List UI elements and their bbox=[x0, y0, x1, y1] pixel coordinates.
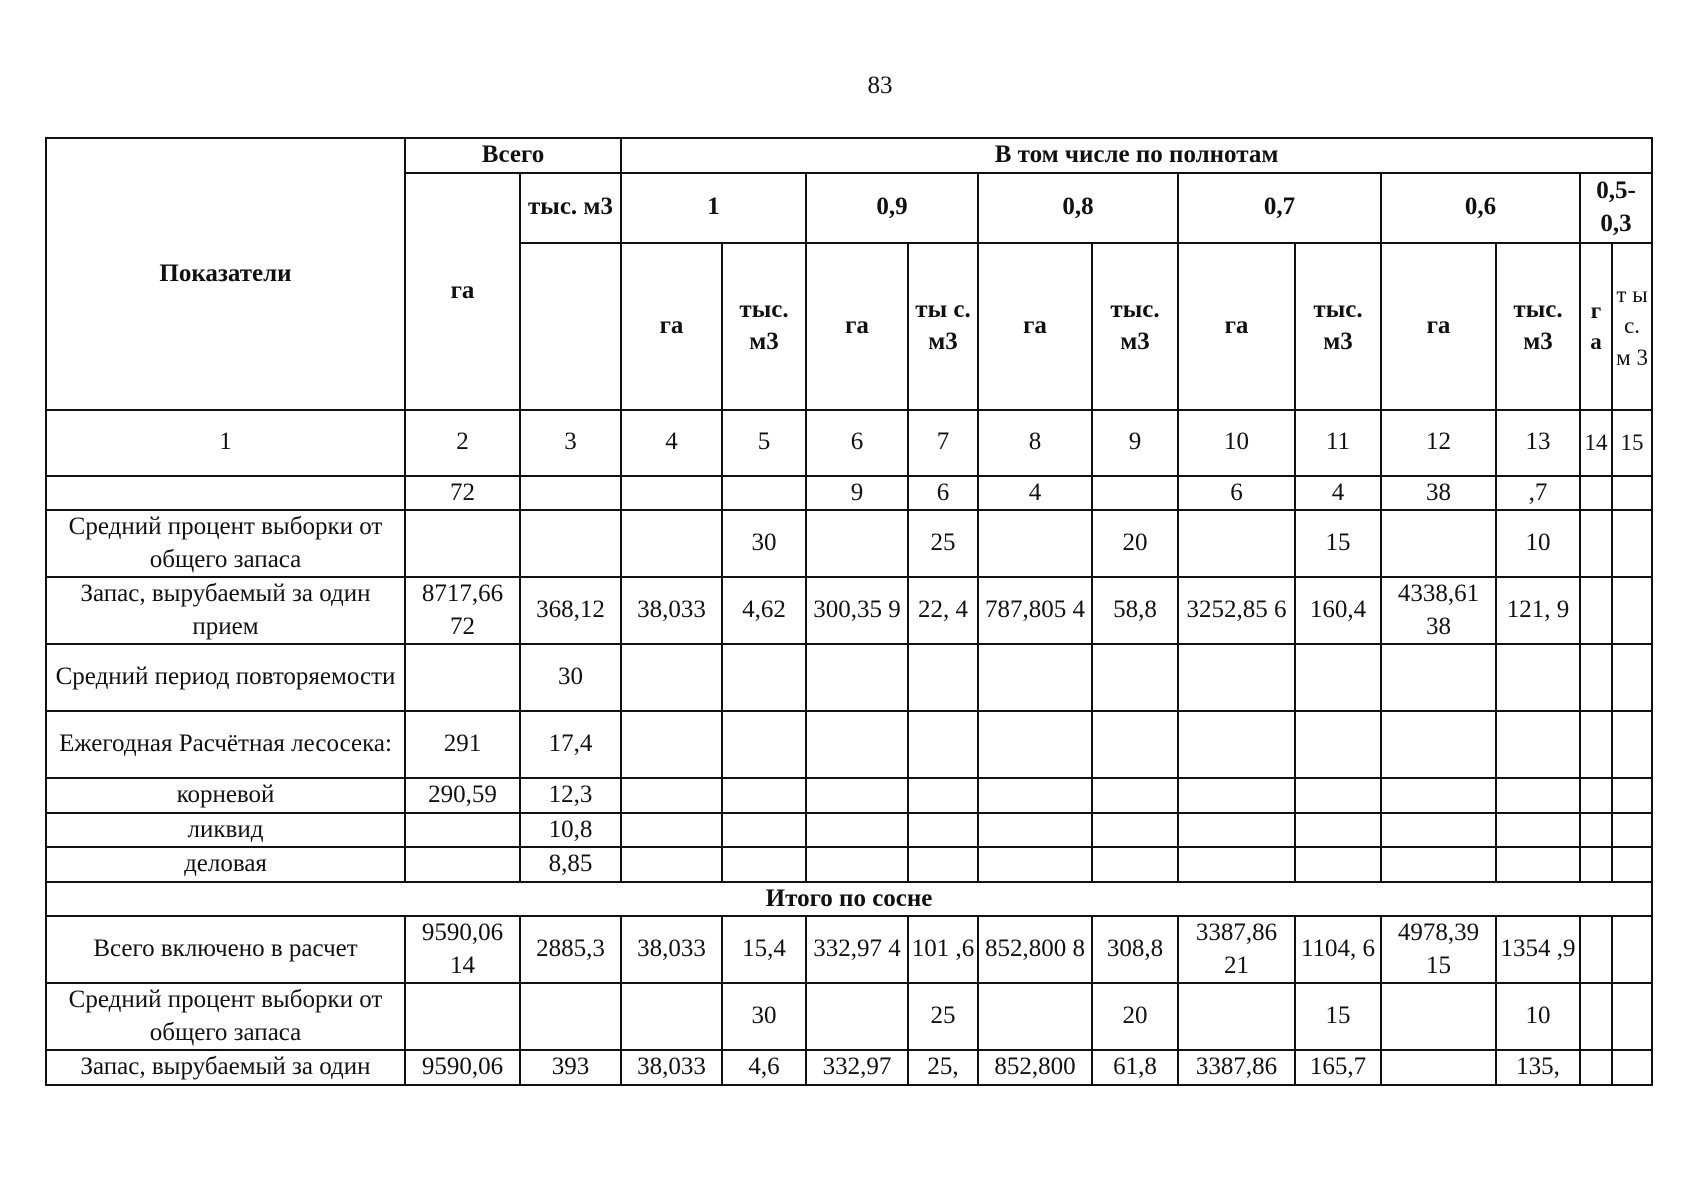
table-row bbox=[46, 577, 1652, 644]
column-number: 12 bbox=[1381, 410, 1496, 476]
table-row bbox=[46, 711, 1652, 778]
unit-ha-12: га bbox=[1381, 243, 1496, 410]
table-cell: 291 bbox=[405, 711, 520, 778]
row-label: Всего включено в расчет bbox=[46, 916, 405, 983]
table-cell bbox=[806, 813, 908, 848]
table-cell bbox=[1092, 476, 1178, 511]
table-cell: 852,800 8 bbox=[978, 916, 1092, 983]
table-cell: 12,3 bbox=[520, 778, 621, 813]
unit-ha-10: га bbox=[1178, 243, 1295, 410]
table-cell bbox=[1496, 711, 1580, 778]
indicators-header: Показатели bbox=[46, 138, 405, 410]
table-cell bbox=[1580, 778, 1612, 813]
table-cell bbox=[722, 778, 806, 813]
table-row bbox=[46, 510, 1652, 577]
column-number: 1 bbox=[46, 410, 405, 476]
unit-thousand-m3-5: тыс. м3 bbox=[722, 243, 806, 410]
table-cell bbox=[621, 644, 722, 711]
table-cell bbox=[1496, 778, 1580, 813]
table-cell bbox=[908, 778, 978, 813]
table-cell: 38,033 bbox=[621, 916, 722, 983]
section-title: Итого по сосне bbox=[46, 882, 1652, 917]
table-cell bbox=[1178, 644, 1295, 711]
table-cell: 38,033 bbox=[621, 577, 722, 644]
section-title-row bbox=[46, 882, 1652, 917]
table-cell bbox=[722, 813, 806, 848]
density-0-7-header: 0,7 bbox=[1178, 173, 1381, 243]
table-cell: 332,97 4 bbox=[806, 916, 908, 983]
table-cell: 2885,3 bbox=[520, 916, 621, 983]
unit-thousand-m3-11: тыс. м3 bbox=[1295, 243, 1381, 410]
density-0-6-header: 0,6 bbox=[1381, 173, 1580, 243]
row-label: ликвид bbox=[46, 813, 405, 848]
table-cell bbox=[405, 847, 520, 882]
table-cell bbox=[621, 711, 722, 778]
table-row bbox=[46, 476, 1652, 511]
table-cell bbox=[1178, 778, 1295, 813]
table-cell: 3252,85 6 bbox=[1178, 577, 1295, 644]
header-row-top bbox=[46, 138, 1652, 173]
unit-ha-14: г а bbox=[1580, 243, 1612, 410]
table-row bbox=[46, 1050, 1652, 1085]
table-cell bbox=[908, 711, 978, 778]
table-cell bbox=[722, 644, 806, 711]
unit-ha-6: га bbox=[806, 243, 908, 410]
table-cell: 1354 ,9 bbox=[1496, 916, 1580, 983]
table-cell: 4 bbox=[1295, 476, 1381, 511]
table-cell: 25 bbox=[908, 510, 978, 577]
column-number: 7 bbox=[908, 410, 978, 476]
table-cell bbox=[722, 847, 806, 882]
table-cell bbox=[1092, 778, 1178, 813]
table-cell: 4978,39 15 bbox=[1381, 916, 1496, 983]
table-cell bbox=[405, 644, 520, 711]
table-cell: 10 bbox=[1496, 983, 1580, 1050]
row-label: Запас, вырубаемый за один прием bbox=[46, 577, 405, 644]
table-cell bbox=[978, 847, 1092, 882]
table-cell bbox=[1092, 813, 1178, 848]
table-cell bbox=[1295, 813, 1381, 848]
table-cell bbox=[621, 778, 722, 813]
table-cell bbox=[1580, 847, 1612, 882]
table-cell bbox=[722, 476, 806, 511]
table-cell bbox=[405, 813, 520, 848]
table-cell bbox=[1496, 644, 1580, 711]
table-cell: 61,8 bbox=[1092, 1050, 1178, 1085]
table-cell: 4,62 bbox=[722, 577, 806, 644]
table-cell bbox=[1580, 644, 1612, 711]
table-cell bbox=[1381, 711, 1496, 778]
density-1-header: 1 bbox=[621, 173, 806, 243]
table-cell bbox=[1295, 847, 1381, 882]
unit-thousand-m3-13: тыс. м3 bbox=[1496, 243, 1580, 410]
unit-thousand-m3-9: тыс. м3 bbox=[1092, 243, 1178, 410]
table-cell: 290,59 bbox=[405, 778, 520, 813]
total-header: Всего bbox=[405, 138, 621, 173]
table-cell bbox=[1612, 847, 1652, 882]
table-cell: 8717,66 72 bbox=[405, 577, 520, 644]
table-row bbox=[46, 983, 1652, 1050]
table-cell bbox=[520, 510, 621, 577]
by-density-header: В том числе по полнотам bbox=[621, 138, 1652, 173]
table-cell: 4,6 bbox=[722, 1050, 806, 1085]
table-cell bbox=[806, 778, 908, 813]
table-cell: ,7 bbox=[1496, 476, 1580, 511]
table-cell bbox=[908, 644, 978, 711]
table-cell bbox=[1612, 577, 1652, 644]
table-cell bbox=[1496, 813, 1580, 848]
density-0-9-header: 0,9 bbox=[806, 173, 978, 243]
table-cell bbox=[405, 510, 520, 577]
table-cell bbox=[621, 510, 722, 577]
column-number: 3 bbox=[520, 410, 621, 476]
table-cell: 20 bbox=[1092, 983, 1178, 1050]
table-cell bbox=[1612, 711, 1652, 778]
row-label bbox=[46, 476, 405, 511]
total-ha-header: га bbox=[405, 173, 520, 410]
table-cell bbox=[806, 983, 908, 1050]
table-cell bbox=[1178, 510, 1295, 577]
table-cell: 72 bbox=[405, 476, 520, 511]
unit-ha-8: га bbox=[978, 243, 1092, 410]
table-cell: 300,35 9 bbox=[806, 577, 908, 644]
table-cell bbox=[1496, 847, 1580, 882]
table-cell bbox=[1580, 983, 1612, 1050]
total-unit-empty bbox=[520, 243, 621, 410]
table-cell: 4338,61 38 bbox=[1381, 577, 1496, 644]
row-label: Средний процент выборки от общего запаса bbox=[46, 983, 405, 1050]
unit-thousand-m3-15: т ы с. м 3 bbox=[1612, 243, 1652, 410]
table-row bbox=[46, 916, 1652, 983]
table-row bbox=[46, 778, 1652, 813]
table-cell bbox=[806, 711, 908, 778]
density-0-5-0-3-header: 0,5-0,3 bbox=[1580, 173, 1652, 243]
density-0-8-header: 0,8 bbox=[978, 173, 1178, 243]
table-cell bbox=[806, 644, 908, 711]
table-cell bbox=[1612, 983, 1652, 1050]
table-cell bbox=[1178, 983, 1295, 1050]
column-number: 15 bbox=[1612, 410, 1652, 476]
column-number: 14 bbox=[1580, 410, 1612, 476]
column-number: 8 bbox=[978, 410, 1092, 476]
table-cell bbox=[1612, 476, 1652, 511]
table-cell bbox=[1580, 577, 1612, 644]
table-cell: 6 bbox=[908, 476, 978, 511]
table-cell bbox=[621, 813, 722, 848]
table-cell: 25 bbox=[908, 983, 978, 1050]
table-cell: 30 bbox=[520, 644, 621, 711]
table-cell: 393 bbox=[520, 1050, 621, 1085]
table-cell: 787,805 4 bbox=[978, 577, 1092, 644]
column-number-row bbox=[46, 410, 1652, 476]
row-label: деловая bbox=[46, 847, 405, 882]
table-cell: 38 bbox=[1381, 476, 1496, 511]
table-cell: 121, 9 bbox=[1496, 577, 1580, 644]
table-cell: 160,4 bbox=[1295, 577, 1381, 644]
table-cell: 9590,06 14 bbox=[405, 916, 520, 983]
table-cell bbox=[978, 711, 1092, 778]
column-number: 6 bbox=[806, 410, 908, 476]
table-cell bbox=[405, 983, 520, 1050]
table-cell bbox=[978, 510, 1092, 577]
table-row bbox=[46, 847, 1652, 882]
table-cell bbox=[1381, 813, 1496, 848]
table-cell bbox=[1092, 847, 1178, 882]
table-cell: 38,033 bbox=[621, 1050, 722, 1085]
table-cell bbox=[1295, 778, 1381, 813]
table-cell bbox=[1092, 711, 1178, 778]
table-cell bbox=[1178, 711, 1295, 778]
row-label: Запас, вырубаемый за один bbox=[46, 1050, 405, 1085]
table-cell bbox=[1580, 476, 1612, 511]
table-cell bbox=[1580, 813, 1612, 848]
row-label: корневой bbox=[46, 778, 405, 813]
table-cell bbox=[1612, 510, 1652, 577]
table-cell bbox=[1381, 983, 1496, 1050]
table-cell bbox=[1178, 847, 1295, 882]
column-number: 10 bbox=[1178, 410, 1295, 476]
table-cell: 135, bbox=[1496, 1050, 1580, 1085]
column-number: 4 bbox=[621, 410, 722, 476]
table-cell: 10 bbox=[1496, 510, 1580, 577]
column-number: 9 bbox=[1092, 410, 1178, 476]
table-cell: 30 bbox=[722, 983, 806, 1050]
table-cell: 58,8 bbox=[1092, 577, 1178, 644]
table-cell: 165,7 bbox=[1295, 1050, 1381, 1085]
table-cell: 8,85 bbox=[520, 847, 621, 882]
unit-thousand-m3-7: ты с. м3 bbox=[908, 243, 978, 410]
table-cell: 9590,06 bbox=[405, 1050, 520, 1085]
page-number: 83 bbox=[867, 72, 893, 99]
table-cell bbox=[806, 510, 908, 577]
table-cell bbox=[1381, 510, 1496, 577]
table-cell bbox=[1295, 711, 1381, 778]
row-label: Ежегодная Расчётная лесосека: bbox=[46, 711, 405, 778]
unit-ha-4: га bbox=[621, 243, 722, 410]
forest-stock-table bbox=[45, 137, 1653, 1086]
table-cell bbox=[1580, 916, 1612, 983]
table-cell bbox=[806, 847, 908, 882]
table-cell bbox=[978, 983, 1092, 1050]
table-cell bbox=[1612, 644, 1652, 711]
total-thousand-m3-header: тыс. м3 bbox=[520, 173, 621, 243]
table-cell: 30 bbox=[722, 510, 806, 577]
table-cell bbox=[520, 983, 621, 1050]
table-row bbox=[46, 644, 1652, 711]
table-cell bbox=[621, 476, 722, 511]
table-cell bbox=[621, 847, 722, 882]
table-cell bbox=[1612, 778, 1652, 813]
table-cell: 332,97 bbox=[806, 1050, 908, 1085]
table-cell bbox=[978, 644, 1092, 711]
table-cell bbox=[1381, 847, 1496, 882]
table-cell: 9 bbox=[806, 476, 908, 511]
table-cell: 852,800 bbox=[978, 1050, 1092, 1085]
column-number: 13 bbox=[1496, 410, 1580, 476]
table-cell bbox=[1092, 644, 1178, 711]
table-cell bbox=[978, 778, 1092, 813]
table-cell: 3387,86 21 bbox=[1178, 916, 1295, 983]
column-number: 11 bbox=[1295, 410, 1381, 476]
table-cell: 10,8 bbox=[520, 813, 621, 848]
table-cell: 25, bbox=[908, 1050, 978, 1085]
row-label: Средний процент выборки от общего запаса bbox=[46, 510, 405, 577]
table-cell bbox=[1612, 916, 1652, 983]
table-cell: 1104, 6 bbox=[1295, 916, 1381, 983]
table-cell: 22, 4 bbox=[908, 577, 978, 644]
table-cell bbox=[1580, 711, 1612, 778]
table-cell bbox=[908, 813, 978, 848]
table-cell: 4 bbox=[978, 476, 1092, 511]
table-cell bbox=[1381, 1050, 1496, 1085]
table-cell bbox=[1612, 813, 1652, 848]
table-cell bbox=[520, 476, 621, 511]
table-cell: 6 bbox=[1178, 476, 1295, 511]
row-label: Средний период повторяемости bbox=[46, 644, 405, 711]
table-cell: 101 ,6 bbox=[908, 916, 978, 983]
table-cell: 15,4 bbox=[722, 916, 806, 983]
column-number: 5 bbox=[722, 410, 806, 476]
table-cell: 20 bbox=[1092, 510, 1178, 577]
table-cell bbox=[908, 847, 978, 882]
table-cell bbox=[1580, 1050, 1612, 1085]
table-cell bbox=[722, 711, 806, 778]
table-cell: 3387,86 bbox=[1178, 1050, 1295, 1085]
table-cell bbox=[1178, 813, 1295, 848]
table-cell bbox=[1381, 644, 1496, 711]
table-cell bbox=[621, 983, 722, 1050]
table-cell: 308,8 bbox=[1092, 916, 1178, 983]
table-cell bbox=[1295, 644, 1381, 711]
table-row bbox=[46, 813, 1652, 848]
table-cell bbox=[1612, 1050, 1652, 1085]
table-cell: 17,4 bbox=[520, 711, 621, 778]
table-cell bbox=[1580, 510, 1612, 577]
table-cell: 368,12 bbox=[520, 577, 621, 644]
table-cell: 15 bbox=[1295, 510, 1381, 577]
table-cell: 15 bbox=[1295, 983, 1381, 1050]
table-cell bbox=[978, 813, 1092, 848]
table-cell bbox=[1381, 778, 1496, 813]
column-number: 2 bbox=[405, 410, 520, 476]
